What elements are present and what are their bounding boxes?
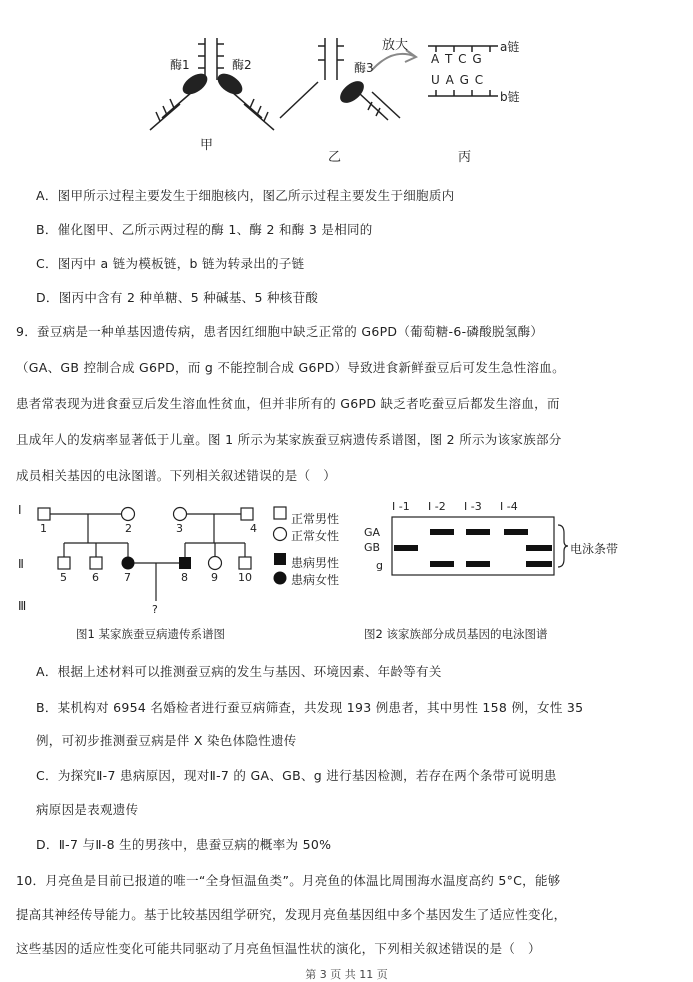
lane-I2: I -2 (428, 500, 446, 513)
figure1-caption: 图1 某家族蚕豆病遗传系谱图 (76, 627, 225, 641)
pedigree-I-2 (122, 508, 135, 521)
lane-I3: I -3 (464, 500, 482, 513)
q9-option-d: D．Ⅱ-7 与Ⅱ-8 生的男孩中，患蚕豆病的概率为 50% (36, 837, 332, 852)
row-GA: GA (364, 526, 381, 539)
pedigree-I-4 (241, 508, 253, 520)
band-I4-GB (526, 545, 552, 551)
strand-b-label: b链 (500, 90, 520, 104)
pedigree-II-7 (122, 557, 135, 570)
strand-b-sequence: U A G C (431, 73, 485, 87)
q9-option-b: B．某机构对 6954 名婚检者进行蚕豆病筛查，共发现 193 例患者，其中男性 158 例，女性 35 (36, 700, 584, 715)
figure-label-bing: 丙 (458, 150, 472, 165)
page-footer: 第 3 页 共 11 页 (305, 968, 388, 981)
enzyme2-label: 酶2 (232, 58, 252, 72)
q9-stem-line-4: 且成年人的发病率显著低于儿童。图 1 所示为某家族蚕豆病遗传系谱图，图 2 所示为该家族部分 (16, 432, 562, 447)
pedigree-num: 3 (176, 522, 183, 535)
q9-stem-line-3: 患者常表现为进食蚕豆后发生溶血性贫血，但并非所有的 G6PD 缺乏者吃蚕豆后都发生溶血，而 (16, 396, 560, 411)
pedigree-I-3 (174, 508, 187, 521)
pedigree-num: 1 (40, 522, 47, 535)
enzyme3-shape (336, 77, 368, 107)
pedigree-num: 10 (238, 571, 252, 584)
enzyme2-shape (214, 69, 246, 98)
pedigree-II-9 (209, 557, 222, 570)
q9-stem-line-1: 9．蚕豆病是一种单基因遗传病，患者因红细胞中缺乏正常的 G6PD（葡萄糖-6-磷酸脱氢酶） (16, 324, 544, 339)
pedigree-num: 2 (125, 522, 132, 535)
row-g: g (376, 559, 383, 572)
enzyme1-shape (179, 69, 211, 98)
pedigree-num: 8 (181, 571, 188, 584)
q8-option-a: A．图甲所示过程主要发生于细胞核内，图乙所示过程主要发生于细胞质内 (36, 188, 455, 203)
band-I2-g (430, 561, 454, 567)
q10-line-3: 这些基因的适应性变化可能共同驱动了月亮鱼恒温性状的演化，下列相关叙述错误的是（ ） (16, 941, 541, 956)
pedigree-num: 5 (60, 571, 67, 584)
q9-option-c-cont: 病原因是表观遗传 (36, 802, 139, 817)
legend-normal-female: 正常女性 (291, 529, 340, 543)
q9-option-b-cont: 例，可初步推测蚕豆病是伴 X 染色体隐性遗传 (36, 733, 297, 748)
q9-stem-line-2: （GA、GB 控制合成 G6PD，而 g 不能控制合成 G6PD）导致进食新鲜蚕豆后可发生急性溶血。 (16, 360, 565, 375)
pedigree-num: 4 (250, 522, 257, 535)
figure-label-jia: 甲 (200, 138, 214, 153)
pedigree-I-1 (38, 508, 50, 520)
q9-option-c: C．为探究Ⅱ-7 患病原因，现对Ⅱ-7 的 GA、GB、g 进行基因检测，若存在两个条带可说明患 (36, 768, 557, 783)
enzyme1-label: 酶1 (170, 58, 190, 72)
pedigree-num: 9 (211, 571, 218, 584)
band-I2-GA (430, 529, 454, 535)
q10-line-1: 10．月亮鱼是目前已报道的唯一“全身恒温鱼类”。月亮鱼的体温比周围海水温度高约 5°C，能够 (16, 873, 561, 888)
figure2-caption: 图2 该家族部分成员基因的电泳图谱 (364, 627, 548, 641)
pedigree-gen-I: I (18, 503, 22, 517)
q8-option-b: B．催化图甲、乙所示两过程的酶 1、酶 2 和酶 3 是相同的 (36, 222, 373, 237)
pedigree-gen-III: Ⅲ (18, 599, 27, 613)
q9-option-a: A．根据上述材料可以推测蚕豆病的发生与基因、环境因素、年龄等有关 (36, 664, 442, 679)
band-I3-GA (466, 529, 490, 535)
strand-a-label: a链 (500, 40, 520, 54)
pedigree-gen-II: Ⅱ (18, 557, 24, 571)
legend-normal-male: 正常男性 (291, 512, 340, 526)
pedigree-num: 6 (92, 571, 99, 584)
q8-option-d: D．图丙中含有 2 种单糖、5 种碱基、5 种核苷酸 (36, 290, 319, 305)
row-GB: GB (364, 541, 381, 554)
strand-a-sequence: A T C G (431, 52, 483, 66)
band-I1-GB (394, 545, 418, 551)
q8-option-c: C．图丙中 a 链为模板链，b 链为转录出的子链 (36, 256, 305, 271)
band-I3-g (466, 561, 490, 567)
pedigree-II-6 (90, 557, 102, 569)
band-label: 电泳条带 (570, 542, 619, 556)
pedigree-II-5 (58, 557, 70, 569)
pedigree-II-10 (239, 557, 251, 569)
pedigree-II-8 (179, 557, 191, 569)
enzyme3-label: 酶3 (354, 61, 374, 75)
band-I4-g (526, 561, 552, 567)
band-I4-GA (504, 529, 528, 535)
zoom-label: 放大 (382, 38, 409, 53)
pedigree-question-mark: ? (152, 603, 158, 616)
legend-affected-female: 患病女性 (291, 573, 340, 587)
q10-line-2: 提高其神经传导能力。基于比较基因组学研究，发现月亮鱼基因组中多个基因发生了适应性变化， (16, 907, 567, 922)
pedigree-num: 7 (124, 571, 131, 584)
legend-affected-male: 患病男性 (291, 556, 340, 570)
q9-stem-line-5: 成员相关基因的电泳图谱。下列相关叙述错误的是（ ） (16, 468, 337, 483)
lane-I4: I -4 (500, 500, 518, 513)
figure-label-yi: 乙 (328, 150, 342, 165)
figure-replication-transcription (0, 0, 693, 175)
lane-I1: I -1 (392, 500, 410, 513)
